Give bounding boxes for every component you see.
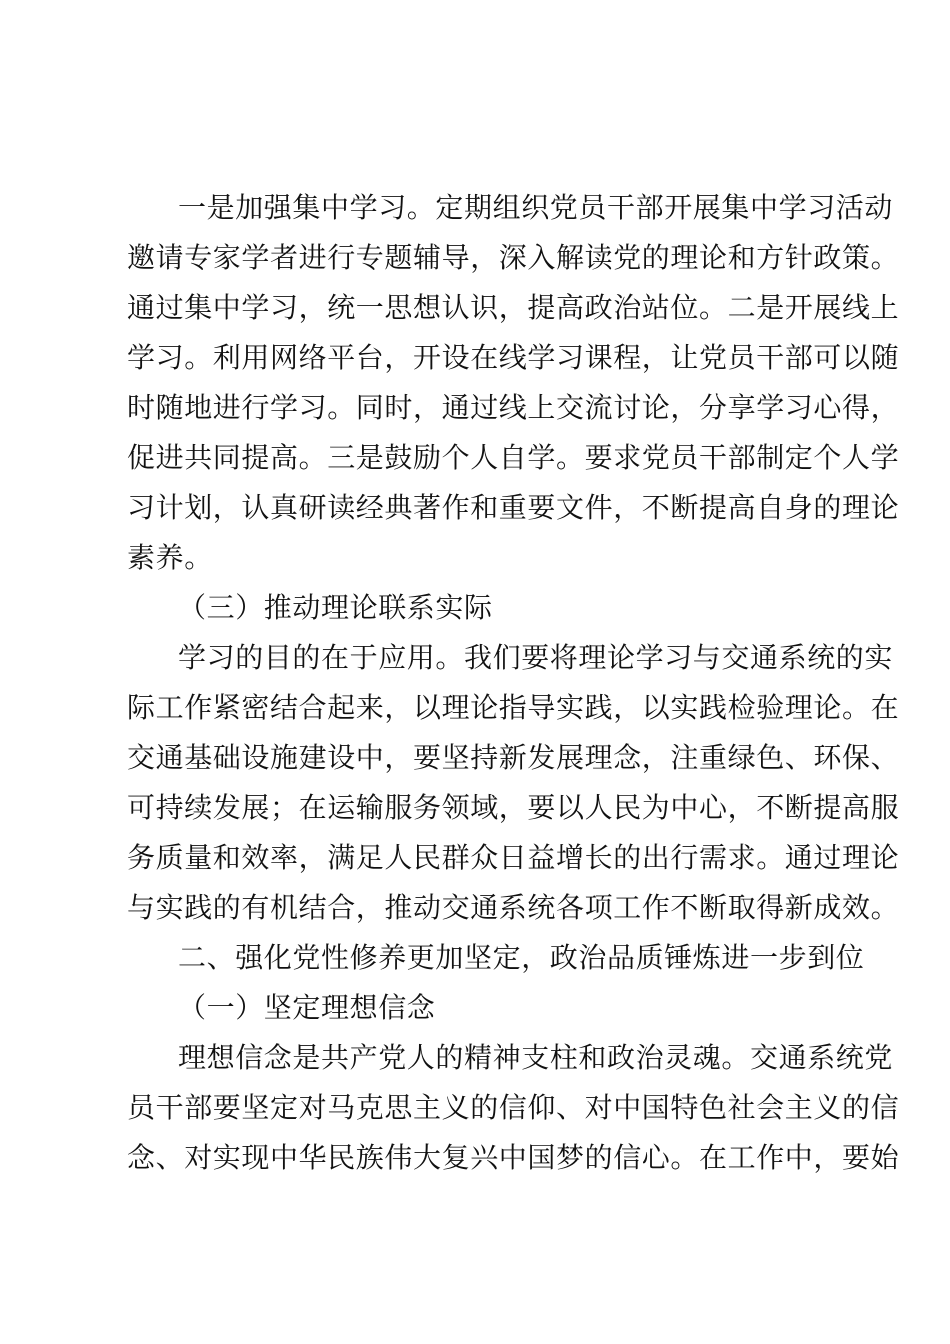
text-line: 邀请专家学者进行专题辅导，深入解读党的理论和方针政策。 — [127, 241, 900, 274]
text-line: 学习。利用网络平台，开设在线学习课程，让党员干部可以随 — [127, 341, 900, 374]
text-line: 可持续发展；在运输服务领域，要以人民为中心，不断提高服 — [127, 791, 900, 824]
text-line: 念、对实现中华民族伟大复兴中国梦的信心。在工作中，要始 — [127, 1141, 900, 1174]
text-line: 员干部要坚定对马克思主义的信仰、对中国特色社会主义的信 — [127, 1091, 900, 1124]
section-heading: （一）坚定理想信念 — [178, 991, 436, 1024]
section-heading: （三）推动理论联系实际 — [178, 591, 493, 624]
text-line: 理想信念是共产党人的精神支柱和政治灵魂。交通系统党 — [178, 1041, 894, 1074]
text-line: 学习的目的在于应用。我们要将理论学习与交通系统的实 — [178, 641, 894, 674]
text-line: 一是加强集中学习。定期组织党员干部开展集中学习活动 — [178, 191, 894, 224]
text-line: 际工作紧密结合起来，以理论指导实践，以实践检验理论。在 — [127, 691, 900, 724]
text-line: 习计划，认真研读经典著作和重要文件，不断提高自身的理论 — [127, 491, 900, 524]
text-line: 通过集中学习，统一思想认识，提高政治站位。二是开展线上 — [127, 291, 900, 324]
text-line: 时随地进行学习。同时，通过线上交流讨论，分享学习心得， — [127, 391, 900, 424]
text-line: 促进共同提高。三是鼓励个人自学。要求党员干部制定个人学 — [127, 441, 900, 474]
text-line: 素养。 — [127, 541, 213, 574]
text-line: 与实践的有机结合，推动交通系统各项工作不断取得新成效。 — [127, 891, 900, 924]
text-line: 务质量和效率，满足人民群众日益增长的出行需求。通过理论 — [127, 841, 900, 874]
text-line: 交通基础设施建设中，要坚持新发展理念，注重绿色、环保、 — [127, 741, 900, 774]
chapter-heading: 二、强化党性修养更加坚定，政治品质锤炼进一步到位 — [178, 941, 865, 974]
